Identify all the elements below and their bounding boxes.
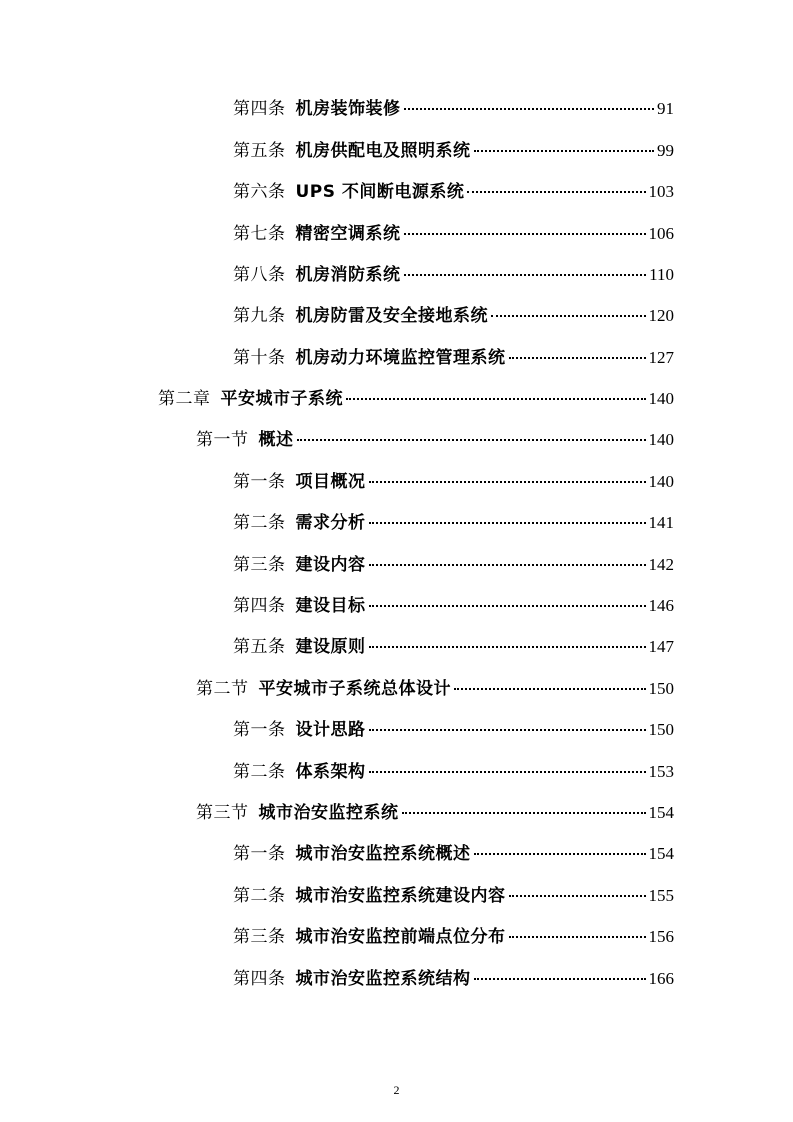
toc-entry-page: 154 xyxy=(648,803,674,822)
dot-leader xyxy=(346,398,646,400)
toc-entry-number: 第二章 xyxy=(158,389,211,409)
dot-leader xyxy=(369,481,646,483)
dot-leader xyxy=(369,771,646,773)
toc-section-entry[interactable] xyxy=(196,675,674,703)
toc-entry-title: 建设内容 xyxy=(295,555,366,575)
dot-leader xyxy=(474,150,655,152)
toc-entry-number: 第二节 xyxy=(196,679,249,699)
toc-entry-page: 166 xyxy=(648,969,674,988)
toc-entry[interactable] xyxy=(233,882,674,910)
toc-entry-title: 需求分析 xyxy=(295,513,366,533)
toc-entry[interactable] xyxy=(233,716,674,744)
toc-entry-number: 第三条 xyxy=(233,555,286,575)
toc-entry-page: 141 xyxy=(648,513,674,532)
toc-entry[interactable] xyxy=(233,137,674,165)
toc-entry-title: 概述 xyxy=(258,430,294,450)
toc-entry-number: 第四条 xyxy=(233,596,286,616)
toc-entry-page: 153 xyxy=(648,762,674,781)
toc-entry[interactable] xyxy=(233,468,674,496)
toc-entry-page: 150 xyxy=(648,720,674,739)
toc-entry[interactable] xyxy=(233,592,674,620)
toc-entry-title: 项目概况 xyxy=(295,472,366,492)
toc-entry-number: 第十条 xyxy=(233,348,286,368)
toc-entry[interactable] xyxy=(233,633,674,661)
dot-leader xyxy=(404,233,646,235)
toc-entry-page: 103 xyxy=(648,182,674,201)
toc-entry-number: 第三条 xyxy=(233,927,286,947)
toc-entry-title: 建设原则 xyxy=(295,637,366,657)
toc-entry-page: 154 xyxy=(648,844,674,863)
toc-entry-page: 140 xyxy=(648,472,674,491)
toc-entry[interactable] xyxy=(233,758,674,786)
footer-page-number: 2 xyxy=(393,1083,400,1097)
toc-entry-title: 设计思路 xyxy=(295,720,366,740)
toc-entry-number: 第二条 xyxy=(233,513,286,533)
toc-entry-number: 第二条 xyxy=(233,886,286,906)
toc-entry-page: 142 xyxy=(648,555,674,574)
toc-entry-page: 146 xyxy=(648,596,674,615)
dot-leader xyxy=(404,274,647,276)
toc-entry-page: 106 xyxy=(648,224,674,243)
toc-entry-number: 第三节 xyxy=(196,803,249,823)
toc-entry-number: 第一节 xyxy=(196,430,249,450)
toc-entry-title: 城市治安监控系统 xyxy=(258,803,399,823)
toc-entry-title: 机房防雷及安全接地系统 xyxy=(295,306,488,326)
dot-leader xyxy=(474,978,646,980)
toc-entry-title: 机房动力环境监控管理系统 xyxy=(295,348,506,368)
toc-entry-title: 城市治安监控系统结构 xyxy=(295,969,471,989)
toc-entry-title: 平安城市子系统总体设计 xyxy=(258,679,451,699)
toc-entry[interactable] xyxy=(233,178,674,206)
toc-entry-number: 第九条 xyxy=(233,306,286,326)
toc-entry-number: 第八条 xyxy=(233,265,286,285)
dot-leader xyxy=(369,729,646,731)
toc-entry-page: 127 xyxy=(648,348,674,367)
toc-entry-number: 第一条 xyxy=(233,472,286,492)
toc-entry[interactable] xyxy=(233,302,674,330)
toc-entry-number: 第四条 xyxy=(233,969,286,989)
toc-entry-number: 第一条 xyxy=(233,720,286,740)
toc-entry[interactable] xyxy=(233,344,674,372)
toc-entry-title: 机房消防系统 xyxy=(295,265,401,285)
toc-entry-title: 城市治安监控前端点位分布 xyxy=(295,927,506,947)
toc-entry[interactable] xyxy=(233,95,674,123)
toc-entry[interactable] xyxy=(233,220,674,248)
toc-entry[interactable] xyxy=(233,965,674,993)
toc-entry-page: 120 xyxy=(648,306,674,325)
toc-entry-title: 机房供配电及照明系统 xyxy=(295,141,471,161)
toc-section-entry[interactable] xyxy=(196,426,674,454)
toc-entry-page: 140 xyxy=(648,389,674,408)
toc-entry-title: 城市治安监控系统建设内容 xyxy=(295,886,506,906)
dot-leader xyxy=(369,522,646,524)
toc-entry[interactable] xyxy=(233,551,674,579)
toc-entry-title: 建设目标 xyxy=(295,596,366,616)
toc-entry-page: 156 xyxy=(648,927,674,946)
toc-entry-page: 110 xyxy=(649,265,674,284)
dot-leader xyxy=(509,357,646,359)
toc-entry-number: 第七条 xyxy=(233,224,286,244)
toc-entry-title: 城市治安监控系统概述 xyxy=(295,844,471,864)
dot-leader xyxy=(454,688,646,690)
toc-entry-number: 第一条 xyxy=(233,844,286,864)
toc-entry[interactable] xyxy=(233,923,674,951)
toc-entry-number: 第二条 xyxy=(233,762,286,782)
toc-entry-number: 第五条 xyxy=(233,637,286,657)
dot-leader xyxy=(402,812,646,814)
dot-leader xyxy=(509,895,646,897)
dot-leader xyxy=(404,108,655,110)
toc-entry-title: 机房装饰装修 xyxy=(295,99,401,119)
dot-leader xyxy=(509,936,646,938)
toc-entry[interactable] xyxy=(233,509,674,537)
dot-leader xyxy=(467,191,645,193)
toc-entry[interactable] xyxy=(233,840,674,868)
toc-entry-number: 第四条 xyxy=(233,99,286,119)
toc-entry-title: 平安城市子系统 xyxy=(220,389,343,409)
dot-leader xyxy=(474,853,646,855)
toc-chapter-entry[interactable] xyxy=(158,385,674,413)
toc-entry-page: 150 xyxy=(648,679,674,698)
dot-leader xyxy=(297,439,646,441)
toc-entry-page: 99 xyxy=(657,141,674,160)
dot-leader xyxy=(369,605,646,607)
toc-entry-page: 147 xyxy=(648,637,674,656)
toc-entry-page: 140 xyxy=(648,430,674,449)
toc-entry-page: 91 xyxy=(657,99,674,118)
toc-entry-title: UPS 不间断电源系统 xyxy=(295,182,465,202)
dot-leader xyxy=(369,646,646,648)
toc-entry-number: 第五条 xyxy=(233,141,286,161)
toc-entry-title: 精密空调系统 xyxy=(295,224,401,244)
toc-entry-number: 第六条 xyxy=(233,182,286,202)
dot-leader xyxy=(369,564,646,566)
toc-entry-title: 体系架构 xyxy=(295,762,366,782)
toc-entry[interactable] xyxy=(233,261,674,289)
toc-entry-page: 155 xyxy=(648,886,674,905)
toc-section-entry[interactable] xyxy=(196,799,674,827)
dot-leader xyxy=(491,315,646,317)
